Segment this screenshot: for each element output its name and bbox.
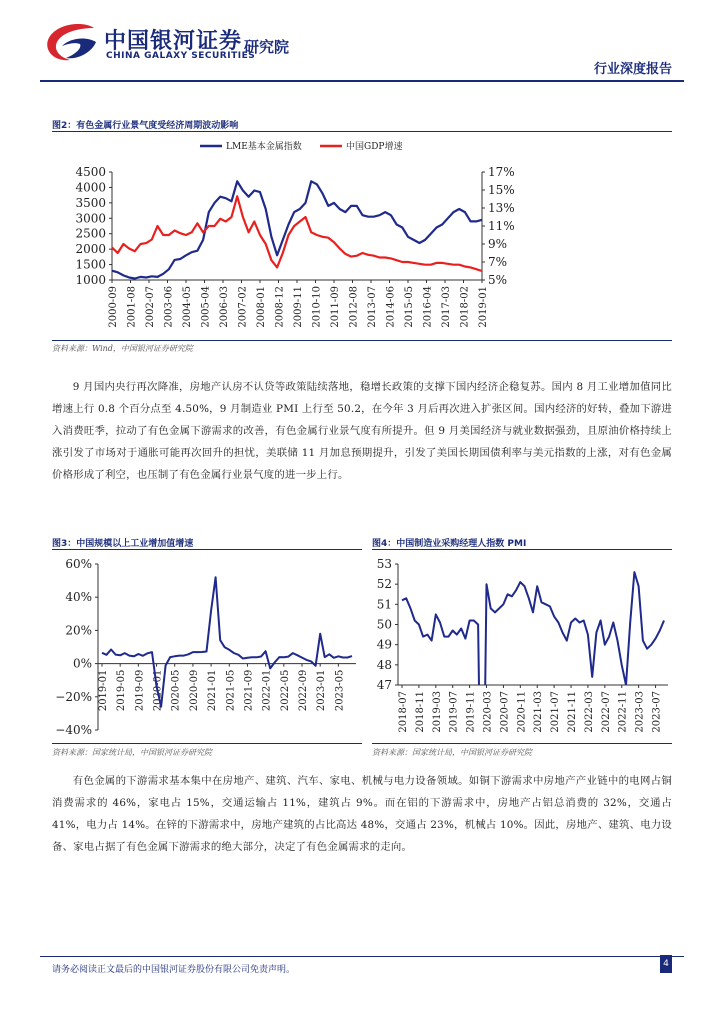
x-tick-label: 2008-01: [256, 286, 267, 328]
institute-label: 研究院: [244, 38, 290, 56]
footer-divider: [40, 956, 684, 957]
y-tick-label: 50: [376, 617, 392, 632]
figure3-source: 资料来源：国家统计局，中国银河证券研究院: [52, 748, 212, 757]
x-tick-label: 2019-05: [116, 669, 128, 712]
figure2-source: 资料来源：Wind，中国银河证券研究院: [52, 344, 193, 353]
paragraph-1: 9 月国内央行再次降准，房地产认房不认贷等政策陆续落地，稳增长政策的支撑下国内经济企稳复苏。国内 8 月工业增加值同比增速上行 0.8 个百分点至 4.50%，9 月制造业 PMI 上行至 50.2，在今年 3 月后再次进入扩张区间。国内经济的好转，叠加下游进入消费旺季，拉动了有色金属下游需求的改善，有色金属行业景气度有所提升。但 9 月美国经济与就业数据强劲，且原油价格持续上涨引发了市场对于通胀可能再次回升的担忧，美联储 11 月加息预期提升，引发了美国长期国债利率与美元指数的上涨，对有色金属价格形成了利空，也压制了有色金属行业景气度的进一步上行。: [52, 381, 672, 481]
x-tick-label: 2005-04: [200, 286, 212, 328]
x-tick-label: 2017-03: [441, 286, 452, 328]
x-tick-label: 2019-03: [431, 691, 443, 733]
brand-name-en: CHINA GALAXY SECURITIES: [106, 51, 256, 61]
figure4-title: 图4：中国制造业采购经理人指数 PMI: [372, 539, 527, 549]
x-tick-label: 2022-05: [279, 669, 291, 712]
x-tick-label: 2023-01: [316, 669, 328, 712]
y-left-tick-label: 1000: [75, 273, 106, 287]
x-tick-label: 2019-01: [478, 286, 489, 328]
y-tick-label: −20%: [55, 689, 92, 704]
figure3-bottom-rule: [52, 743, 362, 744]
y-left-tick-label: 1500: [75, 257, 106, 272]
page-number: 4: [660, 955, 672, 973]
y-right-tick-label: 11%: [488, 219, 515, 233]
footer-disclaimer: 请务必阅读正文最后的中国银河证券股份有限公司免责声明。: [52, 965, 296, 975]
x-tick-label: 2001-08: [126, 286, 138, 328]
x-tick-label: 2010-10: [311, 286, 323, 328]
y-tick-label: 53: [376, 557, 392, 571]
x-tick-label: 2007-02: [237, 286, 249, 328]
x-tick-label: 2020-03: [482, 691, 494, 733]
brand-name-cn: 中国银河证券: [104, 29, 243, 54]
x-tick-label: 2021-01: [207, 669, 219, 712]
y-tick-label: 52: [376, 577, 392, 592]
galaxy-logo-icon: [42, 22, 100, 64]
legend-label-0: LME基本金属指数: [226, 142, 302, 152]
y-right-tick-label: 9%: [488, 237, 508, 251]
x-tick-label: 2021-05: [225, 669, 237, 712]
figure3-top-rule: [52, 549, 362, 550]
x-tick-label: 2003-06: [163, 286, 175, 328]
y-right-tick-label: 5%: [488, 273, 508, 287]
x-tick-label: 2021-07: [550, 691, 562, 733]
x-tick-label: 2022-11: [617, 691, 629, 733]
y-tick-label: 51: [376, 597, 392, 612]
x-tick-label: 2019-07: [448, 691, 460, 733]
figure2-top-rule: [52, 131, 672, 132]
x-tick-label: 2021-09: [243, 669, 255, 712]
x-tick-label: 2019-01: [98, 669, 109, 712]
y-right-tick-label: 13%: [488, 201, 515, 215]
x-tick-label: 2002-07: [145, 286, 156, 328]
x-tick-label: 2023-05: [334, 669, 346, 712]
figure4-top-rule: [372, 549, 672, 550]
x-tick-label: 2018-07: [398, 691, 409, 733]
x-tick-label: 2023-03: [634, 691, 646, 733]
x-tick-label: 2016-04: [422, 286, 434, 328]
x-tick-label: 2020-09: [188, 669, 200, 712]
x-tick-label: 2019-11: [465, 691, 477, 733]
x-tick-label: 2012-08: [348, 286, 360, 328]
figure3-title: 图3：中国规模以上工业增加值增速: [52, 539, 194, 549]
y-right-tick-label: 17%: [488, 165, 515, 179]
y-left-tick-label: 4000: [75, 180, 106, 195]
y-tick-label: 47: [376, 678, 392, 692]
figure4-bottom-rule: [372, 743, 672, 744]
x-tick-label: 2020-01: [152, 669, 164, 712]
legend-label-1: 中国GDP增速: [346, 142, 403, 152]
y-tick-label: 40%: [65, 590, 92, 605]
y-left-tick-label: 4500: [75, 165, 106, 179]
y-right-tick-label: 15%: [488, 183, 515, 197]
figure4-chart: [372, 552, 672, 740]
y-tick-label: 48: [376, 657, 392, 672]
x-tick-label: 2015-05: [404, 286, 415, 328]
y-left-tick-label: 3500: [75, 195, 106, 210]
x-tick-label: 2023-07: [651, 691, 663, 733]
y-left-tick-label: 2000: [75, 242, 106, 257]
x-tick-label: 2020-05: [170, 669, 182, 712]
series-line-1: [112, 196, 482, 271]
x-tick-label: 2009-11: [293, 286, 304, 328]
x-tick-label: 2022-03: [583, 691, 595, 733]
y-tick-label: 0%: [72, 656, 92, 671]
x-tick-label: 2019-09: [134, 669, 146, 712]
x-tick-label: 2018-11: [414, 691, 426, 733]
y-left-tick-label: 3000: [75, 211, 106, 226]
x-tick-label: 2022-01: [261, 669, 273, 712]
y-tick-label: −40%: [55, 723, 92, 737]
y-right-tick-label: 7%: [488, 255, 508, 269]
y-left-tick-label: 2500: [75, 226, 106, 241]
x-tick-label: 2018-02: [459, 286, 471, 328]
figure3-chart: [52, 552, 362, 740]
x-tick-label: 2021-11: [567, 691, 579, 733]
x-tick-label: 2004-05: [182, 286, 193, 328]
x-tick-label: 2020-07: [499, 691, 511, 733]
figure2-bottom-rule: [52, 340, 672, 341]
figure4-source: 资料来源：国家统计局，中国银河证券研究院: [372, 748, 532, 757]
x-tick-label: 2011-09: [330, 286, 341, 328]
paragraph-2: 有色金属的下游需求基本集中在房地产、建筑、汽车、家电、机械与电力设备领域。如铜下游需求中房地产产业链中的电网占铜消费需求的 46%，家电占 15%，交通运输占 11%，建筑占 9%。而在铝的下游需求中，房地产占铝总消费的 32%，交通占 41%，电力占 14%。在锌的下游需求中，房地产建筑的占比高达 48%，交通占 23%，机械占 10%。因此，房地产、建筑、电力设备、家电占据了有色金属下游需求的绝大部分，决定了有色金属需求的走向。: [52, 775, 672, 853]
x-tick-label: 2006-03: [219, 286, 230, 328]
x-tick-label: 2022-09: [298, 669, 309, 712]
figure2-chart: [52, 134, 672, 336]
figure2-title: 图2：有色金属行业景气度受经济周期波动影响: [52, 121, 239, 131]
x-tick-label: 2021-03: [533, 691, 545, 733]
x-tick-label: 2014-06: [385, 286, 397, 328]
x-tick-label: 2008-12: [274, 286, 286, 328]
x-tick-label: 2000-09: [108, 286, 119, 328]
y-tick-label: 60%: [65, 557, 92, 571]
report-type-label: 行业深度报告: [593, 62, 672, 77]
y-tick-label: 20%: [65, 623, 92, 638]
y-tick-label: 49: [376, 637, 392, 652]
x-tick-label: 2022-07: [600, 691, 612, 733]
x-tick-label: 2013-07: [367, 286, 378, 328]
header-divider: [40, 80, 684, 82]
x-tick-label: 2020-11: [516, 691, 528, 733]
